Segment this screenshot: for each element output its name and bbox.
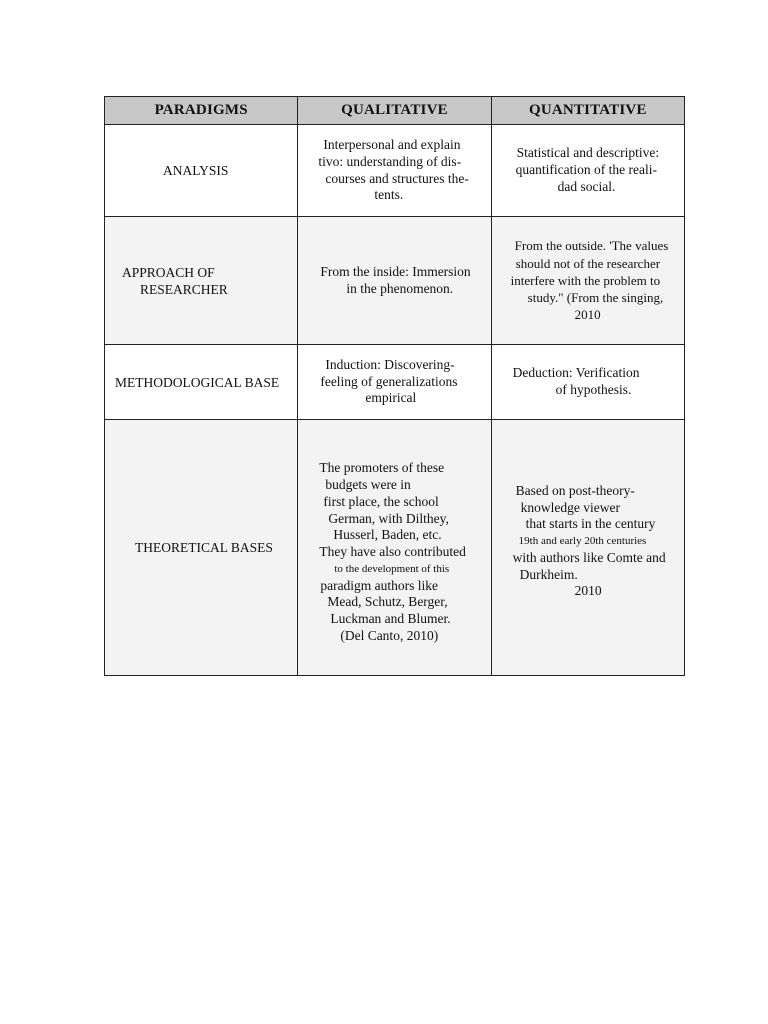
qualitative-cell xyxy=(298,345,491,420)
text-line: From the inside: Immersion xyxy=(320,263,471,279)
table-row-approach xyxy=(105,217,685,345)
text-line: (Del Canto, 2010) xyxy=(340,628,439,644)
text-line: courses and structures the- xyxy=(325,170,469,186)
row-label-analysis: ANALYSIS xyxy=(163,163,229,178)
text-line: study." (From the singing, xyxy=(527,290,664,306)
row-label-approach: APPROACH OF xyxy=(122,264,215,280)
text-line: quantification of the reali- xyxy=(515,162,657,178)
qualitative-cell xyxy=(298,420,491,676)
table-row-analysis xyxy=(105,125,685,217)
text-line: paradigm authors like xyxy=(320,577,439,593)
quantitative-cell xyxy=(491,345,684,420)
row-label-methodological: METHODOLOGICAL BASE xyxy=(115,374,280,390)
text-line: budgets were in xyxy=(325,476,411,492)
text-line: feeling of generalizations xyxy=(320,373,458,389)
text-line: of hypothesis. xyxy=(555,382,632,397)
quantitative-cell xyxy=(491,125,684,217)
text-line: German, with Dilthey, xyxy=(328,510,449,526)
text-line: The promoters of these xyxy=(319,460,445,476)
row-label-cell xyxy=(105,345,298,420)
table-header-row xyxy=(105,97,685,125)
header-paradigms: PARADIGMS xyxy=(105,97,298,125)
text-line: Statistical and descriptive: xyxy=(516,145,660,161)
table-row-methodological xyxy=(105,345,685,420)
header-quantitative: QUANTITATIVE xyxy=(491,97,684,125)
quantitative-cell xyxy=(491,217,684,345)
text-line: Based on post-theory- xyxy=(515,482,635,498)
text-line: 2010 xyxy=(574,307,601,323)
qualitative-cell xyxy=(298,125,491,217)
text-line: interfere with the problem to xyxy=(510,272,661,288)
text-line: 19th and early 20th centuries xyxy=(518,535,647,548)
row-label-cell xyxy=(105,125,298,217)
text-line: should not of the researcher xyxy=(515,255,661,271)
quantitative-cell xyxy=(491,420,684,676)
text-line: Interpersonal and explain xyxy=(323,136,461,152)
text-line: Mead, Schutz, Berger, xyxy=(327,594,448,610)
text-line: Induction: Discovering- xyxy=(325,356,455,372)
text-line: tivo: understanding of dis- xyxy=(318,153,462,169)
row-label-researcher: RESEARCHER xyxy=(140,281,228,297)
text-line: in the phenomenon. xyxy=(346,280,454,296)
table-row-theoretical xyxy=(105,420,685,676)
text-line: Luckman and Blumer. xyxy=(330,611,451,627)
qualitative-cell xyxy=(298,217,491,345)
text-line: knowledge viewer xyxy=(520,499,620,515)
text-line: They have also contributed xyxy=(319,544,466,560)
text-line: tents. xyxy=(374,187,404,203)
text-line: empirical xyxy=(365,390,417,406)
text-line: Husserl, Baden, etc. xyxy=(333,527,442,543)
text-line: first place, the school xyxy=(323,493,439,509)
text-line: Deduction: Verification xyxy=(512,365,640,381)
paradigms-table xyxy=(104,96,685,676)
text-line: 2010 xyxy=(574,583,602,599)
text-line: with authors like Comte and xyxy=(512,549,666,565)
text-line: to the development of this xyxy=(334,562,450,575)
text-line: Durkheim. xyxy=(519,566,578,582)
text-line: dad social. xyxy=(557,178,616,194)
text-line: From the outside. 'The values xyxy=(514,238,669,254)
text-line: that starts in the century xyxy=(525,516,656,532)
row-label-cell xyxy=(105,217,298,345)
row-label-theoretical: THEORETICAL BASES xyxy=(135,540,273,555)
header-qualitative: QUALITATIVE xyxy=(298,97,491,125)
row-label-cell xyxy=(105,420,298,676)
